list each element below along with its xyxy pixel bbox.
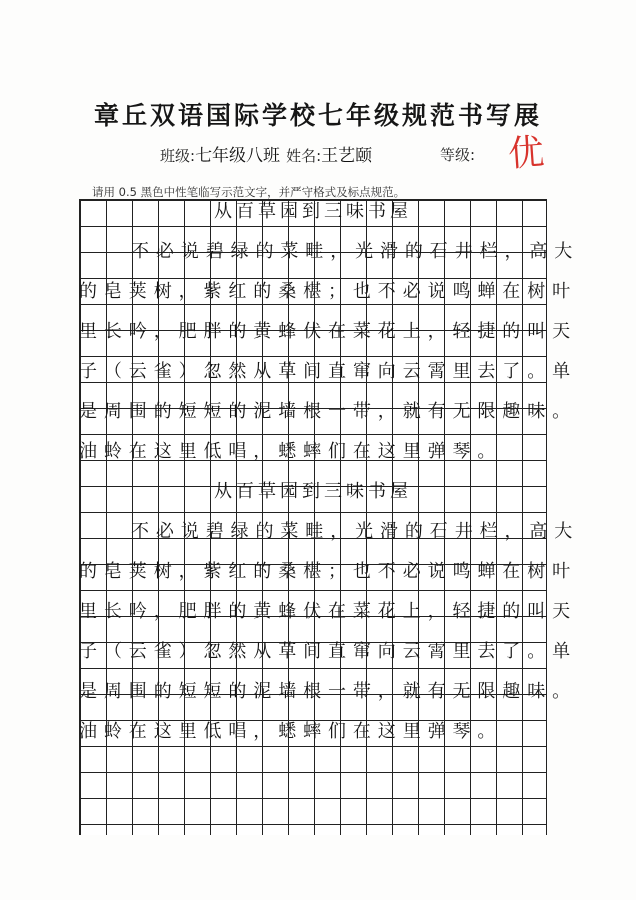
text-line: 是周围的短短的泥墙根一带，就有无限趣味。	[79, 401, 577, 422]
text-line: 是周围的短短的泥墙根一带，就有无限趣味。	[79, 681, 577, 702]
text-line: 里长吟，肥胖的黄蜂伏在菜花上，轻捷的叫天	[79, 601, 577, 622]
class-value: 七年级八班	[195, 146, 281, 166]
page-title: 章丘双语国际学校七年级规范书写展	[93, 101, 542, 130]
text-line: 油蛉在这里低唱，蟋蟀们在这里弹琴。	[79, 441, 503, 462]
text-line: 的皂荚树，紫红的桑椹；也不必说鸣蝉在树叶	[79, 281, 577, 302]
text-line: 子（云雀）忽然从草间直窜向云霄里去了。单	[79, 641, 577, 662]
text-line: 不必说碧绿的菜畦，光滑的石井栏，高大	[131, 241, 580, 262]
name-label: 姓名:	[286, 147, 322, 165]
text-line: 里长吟，肥胖的黄蜂伏在菜花上，轻捷的叫天	[79, 321, 577, 342]
grade-mark: 优	[506, 131, 546, 176]
class-label: 班级:	[160, 147, 196, 165]
student-info	[160, 141, 372, 167]
instruction-text: 请用 0.5 黑色中性笔临写示范文字，并严守格式及标点规范。	[92, 185, 406, 199]
text-line: 子（云雀）忽然从草间直窜向云霄里去了。单	[79, 361, 577, 382]
text-line: 油蛉在这里低唱，蟋蟀们在这里弹琴。	[79, 721, 503, 742]
grade-label: 等级:	[440, 146, 476, 164]
section-heading: 从百草园到三味书屋	[214, 201, 412, 222]
name-value: 王艺颐	[321, 146, 373, 166]
section-heading: 从百草园到三味书屋	[214, 481, 412, 502]
text-line: 不必说碧绿的菜畦，光滑的石井栏，高大	[131, 521, 580, 542]
text-line: 的皂荚树，紫红的桑椹；也不必说鸣蝉在树叶	[79, 561, 577, 582]
